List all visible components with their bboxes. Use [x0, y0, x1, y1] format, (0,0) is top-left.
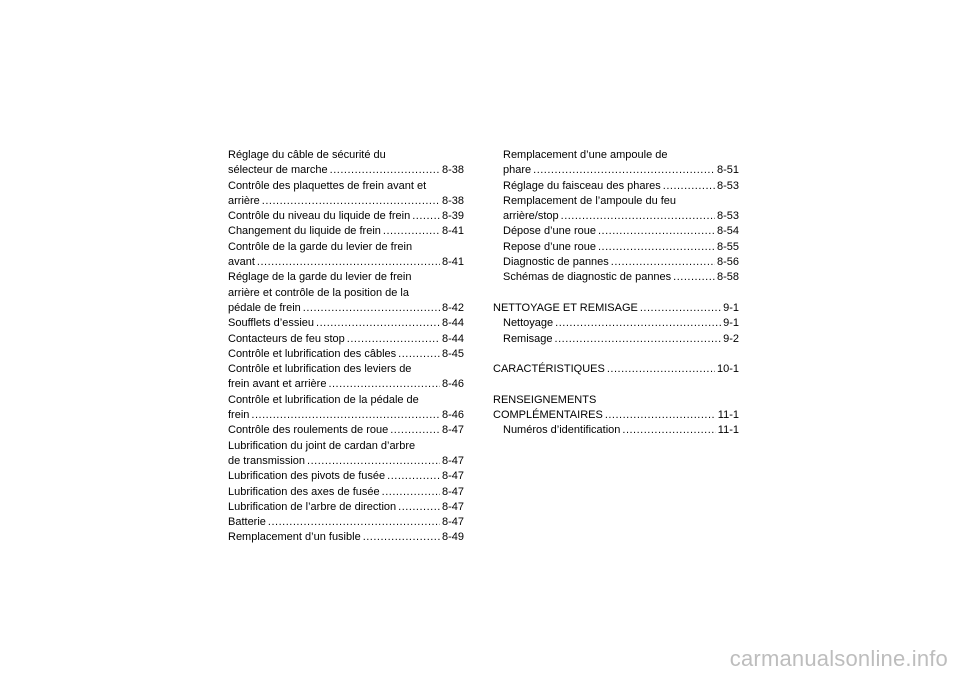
toc-leader-dots — [555, 316, 721, 331]
toc-page-number: 8-54 — [716, 225, 739, 238]
toc-entry[interactable] — [228, 393, 464, 424]
toc-page-number: 9-1 — [723, 317, 739, 330]
toc-entry-text: CARACTÉRISTIQUES — [493, 363, 605, 376]
toc-page-number: 8-41 — [441, 225, 464, 238]
toc-leader-dots — [412, 209, 440, 224]
toc-entry-text: Numéros d’identification — [503, 424, 621, 437]
toc-entry-text: Diagnostic de pannes — [503, 256, 609, 269]
spacer — [493, 347, 739, 362]
toc-leader-dots — [390, 423, 440, 438]
toc-entry[interactable] — [228, 332, 464, 347]
toc-entry-line — [228, 377, 464, 392]
toc-entry-text: Contrôle de la garde du levier de frein — [228, 240, 413, 253]
toc-page-number: 8-46 — [441, 409, 464, 422]
toc-page-number: 8-42 — [441, 301, 464, 314]
toc-entry-line — [503, 224, 739, 239]
toc-entry-text: Lubrification du joint de cardan d’arbre — [228, 439, 416, 452]
toc-entry-line — [228, 270, 464, 285]
toc-entry[interactable] — [228, 469, 464, 484]
toc-entry-text: pédale de frein — [228, 301, 301, 314]
toc-entry-line — [503, 163, 739, 178]
toc-entry-line — [228, 408, 464, 423]
toc-leader-dots — [673, 270, 715, 285]
toc-leader-dots — [607, 362, 715, 377]
toc-page-number: 8-46 — [441, 378, 464, 391]
toc-column-left — [228, 148, 464, 546]
toc-leader-dots — [398, 347, 440, 362]
toc-page-number: 8-55 — [716, 240, 739, 253]
toc-page-number: 8-53 — [716, 210, 739, 223]
toc-entry-text: de transmission — [228, 454, 306, 467]
toc-entry-line — [228, 332, 464, 347]
toc-entry[interactable] — [228, 362, 464, 393]
toc-entry-text: Contrôle des plaquettes de frein avant et — [228, 179, 427, 192]
toc-entry[interactable] — [493, 148, 739, 179]
toc-entry[interactable] — [228, 515, 464, 530]
toc-page-number: 8-38 — [441, 164, 464, 177]
toc-page-number: 8-45 — [441, 347, 464, 360]
toc-leader-dots — [303, 301, 440, 316]
toc-leader-dots — [347, 332, 440, 347]
toc-page-number: 8-44 — [441, 317, 464, 330]
toc-entry[interactable] — [493, 194, 739, 225]
toc-entry-text: Lubrification des axes de fusée — [228, 485, 380, 498]
toc-entry[interactable] — [493, 332, 739, 347]
toc-entry[interactable] — [228, 209, 464, 224]
toc-entry-text: Schémas de diagnostic de pannes — [503, 271, 672, 284]
toc-entry[interactable] — [493, 316, 739, 331]
toc-leader-dots — [398, 500, 440, 515]
toc-entry-text: phare — [503, 164, 532, 177]
toc-entry-text: Lubrification des pivots de fusée — [228, 470, 386, 483]
toc-page-number: 8-58 — [716, 271, 739, 284]
toc-entry[interactable] — [228, 179, 464, 210]
toc-leader-dots — [622, 423, 715, 438]
toc-page-number: 8-39 — [441, 210, 464, 223]
toc-page-number: 10-1 — [716, 363, 739, 376]
toc-leader-dots — [533, 163, 715, 178]
toc-entry-line — [493, 393, 739, 408]
toc-entry-text: Réglage du faisceau des phares — [503, 179, 661, 192]
toc-entry-line — [493, 362, 739, 377]
toc-entry-text: Nettoyage — [503, 317, 554, 330]
toc-entry[interactable] — [228, 148, 464, 179]
toc-entry-line — [228, 347, 464, 362]
toc-page-number: 8-47 — [441, 500, 464, 513]
toc-leader-dots — [262, 194, 440, 209]
toc-entry-text: Contrôle des roulements de roue — [228, 424, 389, 437]
toc-leader-dots — [382, 485, 440, 500]
toc-leader-dots — [598, 224, 715, 239]
toc-entry-text: Lubrification de l’arbre de direction — [228, 500, 397, 513]
toc-entry[interactable] — [228, 224, 464, 239]
toc-entry-text: Contrôle et lubrification des câbles — [228, 347, 397, 360]
toc-entry-text: Contrôle et lubrification des leviers de — [228, 363, 412, 376]
toc-page-number: 8-47 — [441, 516, 464, 529]
toc-entry[interactable] — [493, 423, 739, 438]
toc-entry-text: arrière/stop — [503, 210, 559, 223]
toc-page-number: 8-53 — [716, 179, 739, 192]
toc-entry[interactable] — [228, 423, 464, 438]
toc-entry-text: frein avant et arrière — [228, 378, 327, 391]
toc-entry-line — [503, 316, 739, 331]
toc-entry-line — [228, 255, 464, 270]
toc-entry[interactable] — [493, 362, 739, 377]
toc-leader-dots — [387, 469, 440, 484]
toc-leader-dots — [268, 515, 440, 530]
toc-entry-line — [228, 316, 464, 331]
toc-entry-line — [228, 286, 464, 301]
toc-entry-text: arrière — [228, 194, 260, 207]
toc-leader-dots — [663, 179, 715, 194]
toc-entry-text: Soufflets d’essieu — [228, 317, 315, 330]
toc-entry-line — [228, 485, 464, 500]
toc-page-number: 8-41 — [441, 256, 464, 269]
toc-leader-dots — [251, 408, 440, 423]
watermark: carmanualsonline.info — [729, 646, 948, 671]
toc-entry-line — [228, 224, 464, 239]
toc-entry-line — [228, 439, 464, 454]
toc-entry-line — [503, 423, 739, 438]
toc-entry-text: Batterie — [228, 516, 266, 529]
toc-entry-line — [228, 515, 464, 530]
toc-entry-text: avant — [228, 256, 255, 269]
toc-entry-text: Réglage de la garde du levier de frein — [228, 271, 412, 284]
toc-entry-text: Repose d’une roue — [503, 240, 596, 253]
toc-entry[interactable] — [228, 485, 464, 500]
toc-leader-dots — [555, 332, 722, 347]
toc-leader-dots — [330, 163, 440, 178]
toc-entry-line — [503, 255, 739, 270]
toc-page-number: 8-51 — [716, 164, 739, 177]
toc-entry-line — [493, 408, 739, 423]
toc-entry[interactable] — [228, 240, 464, 271]
toc-leader-dots — [383, 224, 440, 239]
toc-leader-dots — [307, 454, 440, 469]
toc-entry[interactable] — [228, 347, 464, 362]
toc-entry-line — [228, 393, 464, 408]
toc-entry-text: NETTOYAGE ET REMISAGE — [493, 301, 638, 314]
toc-entry[interactable] — [493, 393, 739, 424]
toc-entry-text: Remplacement d’une ampoule de — [503, 149, 668, 161]
toc-entry[interactable] — [228, 316, 464, 331]
toc-entry-text: sélecteur de marche — [228, 164, 328, 177]
toc-entry-text: Contrôle du niveau du liquide de frein — [228, 210, 411, 223]
toc-entry-line — [228, 423, 464, 438]
toc-leader-dots — [316, 316, 440, 331]
toc-page-number: 9-2 — [723, 332, 739, 345]
toc-leader-dots — [363, 530, 440, 545]
toc-entry-text: Remplacement de l’ampoule du feu — [503, 194, 677, 207]
toc-entry-text: frein — [228, 409, 250, 422]
toc-entry-line — [228, 469, 464, 484]
toc-page-number: 11-1 — [717, 409, 739, 422]
toc-entry-line — [503, 240, 739, 255]
toc-entry[interactable] — [493, 224, 739, 239]
toc-page-number: 8-44 — [441, 332, 464, 345]
toc-entry[interactable] — [228, 530, 464, 545]
toc-leader-dots — [257, 255, 440, 270]
toc-entry-text: Changement du liquide de frein — [228, 225, 381, 238]
toc-entry-line — [228, 362, 464, 377]
toc-entry[interactable] — [493, 240, 739, 255]
toc-entry-line — [503, 179, 739, 194]
toc-entry-text: Dépose d’une roue — [503, 225, 596, 238]
toc-entry[interactable] — [228, 439, 464, 470]
toc-entry[interactable] — [493, 270, 739, 285]
toc-entry-text: Contrôle et lubrification de la pédale de — [228, 393, 419, 406]
toc-page-number: 11-1 — [717, 424, 739, 437]
toc-entry-text: arrière et contrôle de la position de la — [228, 286, 409, 299]
toc-entry-line — [503, 270, 739, 285]
toc-page-number: 8-47 — [441, 485, 464, 498]
toc-entry-line — [228, 148, 464, 163]
toc-entry[interactable] — [228, 500, 464, 515]
spacer — [493, 286, 739, 301]
toc-leader-dots — [605, 408, 716, 423]
toc-entry-text: COMPLÉMENTAIRES — [493, 409, 603, 422]
toc-page-number: 8-47 — [441, 424, 464, 437]
toc-entry[interactable] — [228, 270, 464, 316]
toc-entry-text: RENSEIGNEMENTS — [493, 393, 597, 406]
toc-entry-line — [228, 163, 464, 178]
toc-entry-line — [503, 194, 739, 209]
toc-entry-line — [228, 240, 464, 255]
toc-page-number: 9-1 — [723, 301, 739, 314]
toc-entry-line — [503, 148, 739, 163]
toc-entry-line — [228, 500, 464, 515]
toc-page-number: 8-49 — [441, 531, 464, 544]
toc-page-number: 8-38 — [441, 194, 464, 207]
toc-entry-line — [228, 301, 464, 316]
toc-entry-text: Remisage — [503, 332, 553, 345]
toc-entry-text: Contacteurs de feu stop — [228, 332, 345, 345]
toc-page-number: 8-47 — [441, 454, 464, 467]
toc-leader-dots — [640, 301, 721, 316]
toc-leader-dots — [598, 240, 715, 255]
toc-leader-dots — [561, 209, 715, 224]
toc-entry-line — [493, 301, 739, 316]
toc-entry-line — [228, 179, 464, 194]
toc-entry-line — [228, 209, 464, 224]
toc-entry-line — [503, 332, 739, 347]
toc-page-number: 8-56 — [716, 256, 739, 269]
toc-entry[interactable] — [493, 255, 739, 270]
toc-leader-dots — [328, 377, 440, 392]
toc-entry-line — [228, 530, 464, 545]
toc-entry[interactable] — [493, 179, 739, 194]
toc-column-right — [493, 148, 739, 439]
toc-entry-text: Réglage du câble de sécurité du — [228, 149, 386, 161]
toc-page-number: 8-47 — [441, 470, 464, 483]
toc-leader-dots — [611, 255, 715, 270]
toc-entry-line — [228, 194, 464, 209]
toc-entry[interactable] — [493, 301, 739, 316]
toc-entry-line — [228, 454, 464, 469]
spacer — [493, 377, 739, 392]
toc-entry-text: Remplacement d’un fusible — [228, 531, 361, 544]
toc-entry-line — [503, 209, 739, 224]
